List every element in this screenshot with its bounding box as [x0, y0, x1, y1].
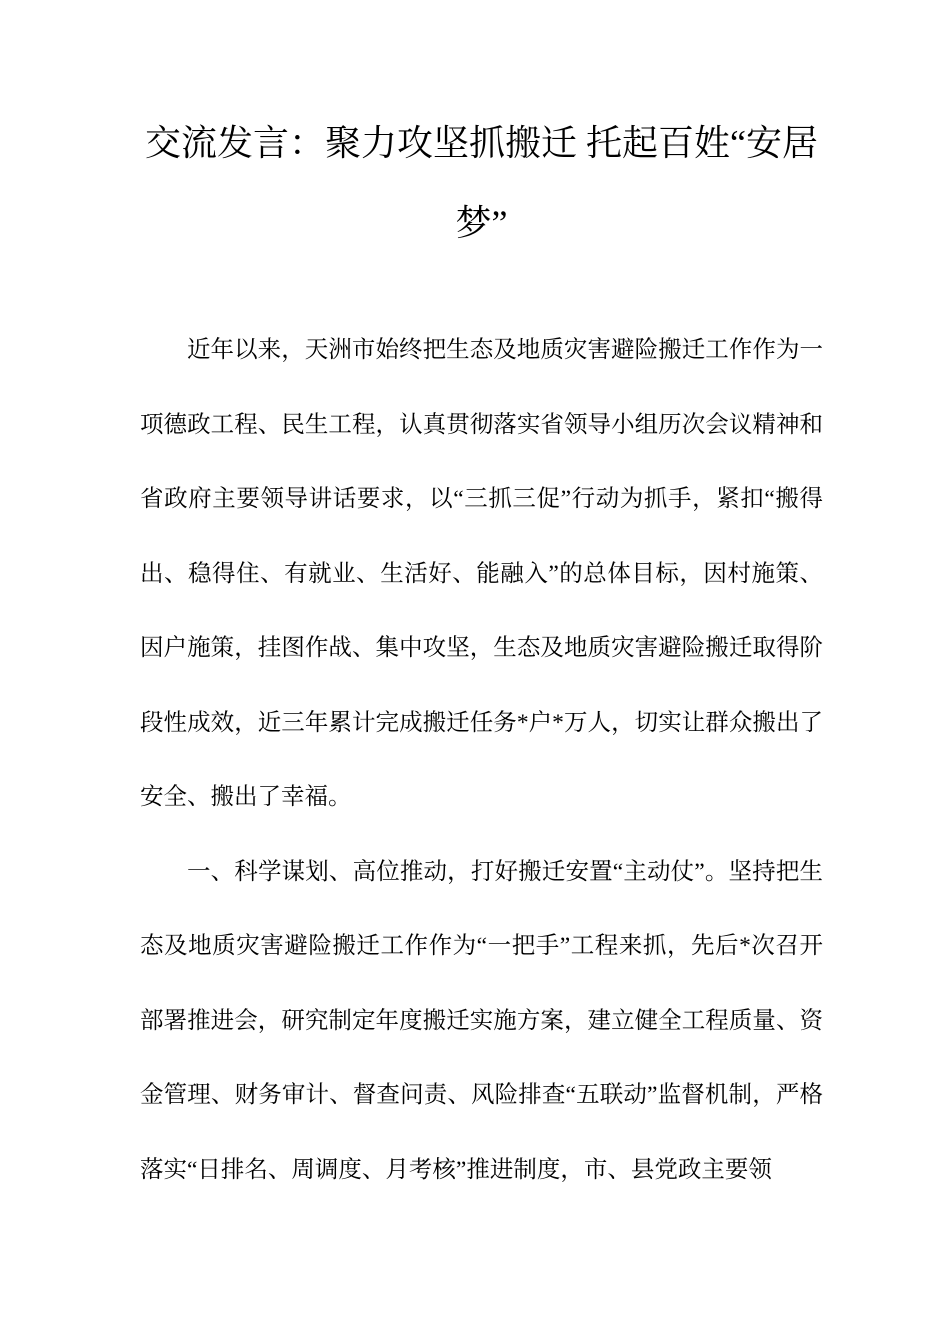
paragraph-intro: 近年以来，天洲市始终把生态及地质灾害避险搬迁工作作为一项德政工程、民生工程，认真贯彻落实省领导小组历次会议精神和省政府主要领导讲话要求，以“三抓三促”行动为抓手，紧扣“搬得出、稳得住、有就业、生活好、能融入”的总体目标，因村施策、因户施策，挂图作战、集中攻坚，生态及地质灾害避险搬迁取得阶段性成效，近三年累计完成搬迁任务*户*万人，切实让群众搬出了安全、搬出了幸福。 [140, 337, 823, 810]
paragraph-section-1: 一、科学谋划、高位推动，打好搬迁安置“主动仗”。坚持把生态及地质灾害避险搬迁工作作为“一把手”工程来抓，先后*次召开部署推进会，研究制定年度搬迁实施方案，建立健全工程质量、资金管理、财务审计、督查问责、风险排查“五联动”监督机制，严格落实“日排名、周调度、月考核”推进制度，市、县党政主要领 [140, 858, 823, 1183]
document-title: 交流发言：聚力攻坚抓搬迁 托起百姓“安居梦” [145, 123, 818, 243]
